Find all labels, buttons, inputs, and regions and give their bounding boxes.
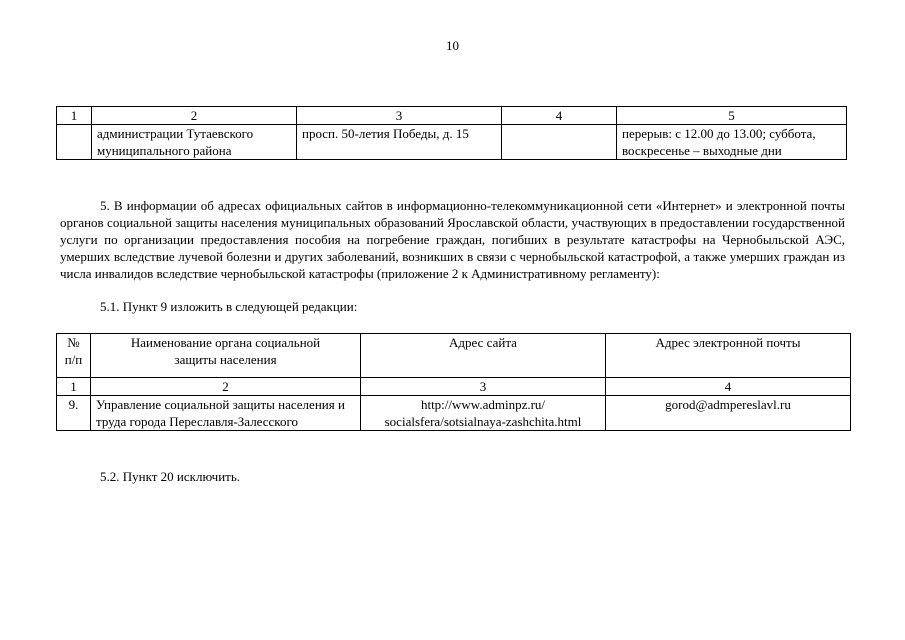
cell-empty xyxy=(502,125,617,160)
cell-address: просп. 50-летия Победы, д. 15 xyxy=(297,125,502,160)
cell-email: gorod@admpereslavl.ru xyxy=(606,396,851,431)
col-number-2: 2 xyxy=(91,378,361,396)
col-number-4: 4 xyxy=(606,378,851,396)
table-header-row xyxy=(57,334,851,378)
cell-empty xyxy=(57,125,92,160)
table-header-row xyxy=(57,107,847,125)
col-number-1: 1 xyxy=(57,378,91,396)
site-url-line-2: socialsfera/sotsialnaya-zashchita.html xyxy=(384,414,582,429)
site-url-line-1: http://www.adminpz.ru/ xyxy=(420,397,546,412)
continuation-table xyxy=(56,106,847,160)
table-row xyxy=(57,125,847,160)
paragraph-5: 5. В информации об адресах официальных сайтов в информационно-телекоммуникационной сети «Интернет» и электронной почты органов социальной защиты населения муниципальных образований Ярославской области, участвующих в предоставлении государственной услуги по организации предоставления пособия на погребение граждан, погибших в результате катастрофы на Чернобыльской АЭС, умерших вследствие лучевой болезни и других заболеваний, возникших в связи с чернобыльской катастрофой, а также умерших граждан из числа инвалидов вследствие чернобыльской катастрофы (приложение 2 к Административному регламенту): xyxy=(60,198,845,281)
col-number-5: 5 xyxy=(617,107,847,125)
header-organization: Наименование органа социальной защиты населения xyxy=(91,334,361,378)
page-number: 10 xyxy=(446,38,459,53)
table-row xyxy=(57,396,851,431)
col-numbers-row xyxy=(57,378,851,396)
header-site: Адрес сайта xyxy=(361,334,606,378)
col-number-1: 1 xyxy=(57,107,92,125)
col-number-2: 2 xyxy=(92,107,297,125)
cell-organization: администрации Тутаевского муниципального района xyxy=(92,125,297,160)
cell-site xyxy=(361,396,606,431)
paragraph-5-1: 5.1. Пункт 9 изложить в следующей редакции: xyxy=(100,299,358,314)
col-number-4: 4 xyxy=(502,107,617,125)
cell-organization: Управление социальной защиты населения и труда города Переславля-Залесского xyxy=(91,396,361,431)
sites-table xyxy=(56,333,851,431)
cell-schedule: перерыв: с 12.00 до 13.00; суббота, воскресенье – выходные дни xyxy=(617,125,847,160)
header-email: Адрес электронной почты xyxy=(606,334,851,378)
col-number-3: 3 xyxy=(297,107,502,125)
header-number: № п/п xyxy=(57,334,91,378)
col-number-3: 3 xyxy=(361,378,606,396)
cell-number: 9. xyxy=(57,396,91,431)
paragraph-5-2: 5.2. Пункт 20 исключить. xyxy=(100,469,241,484)
